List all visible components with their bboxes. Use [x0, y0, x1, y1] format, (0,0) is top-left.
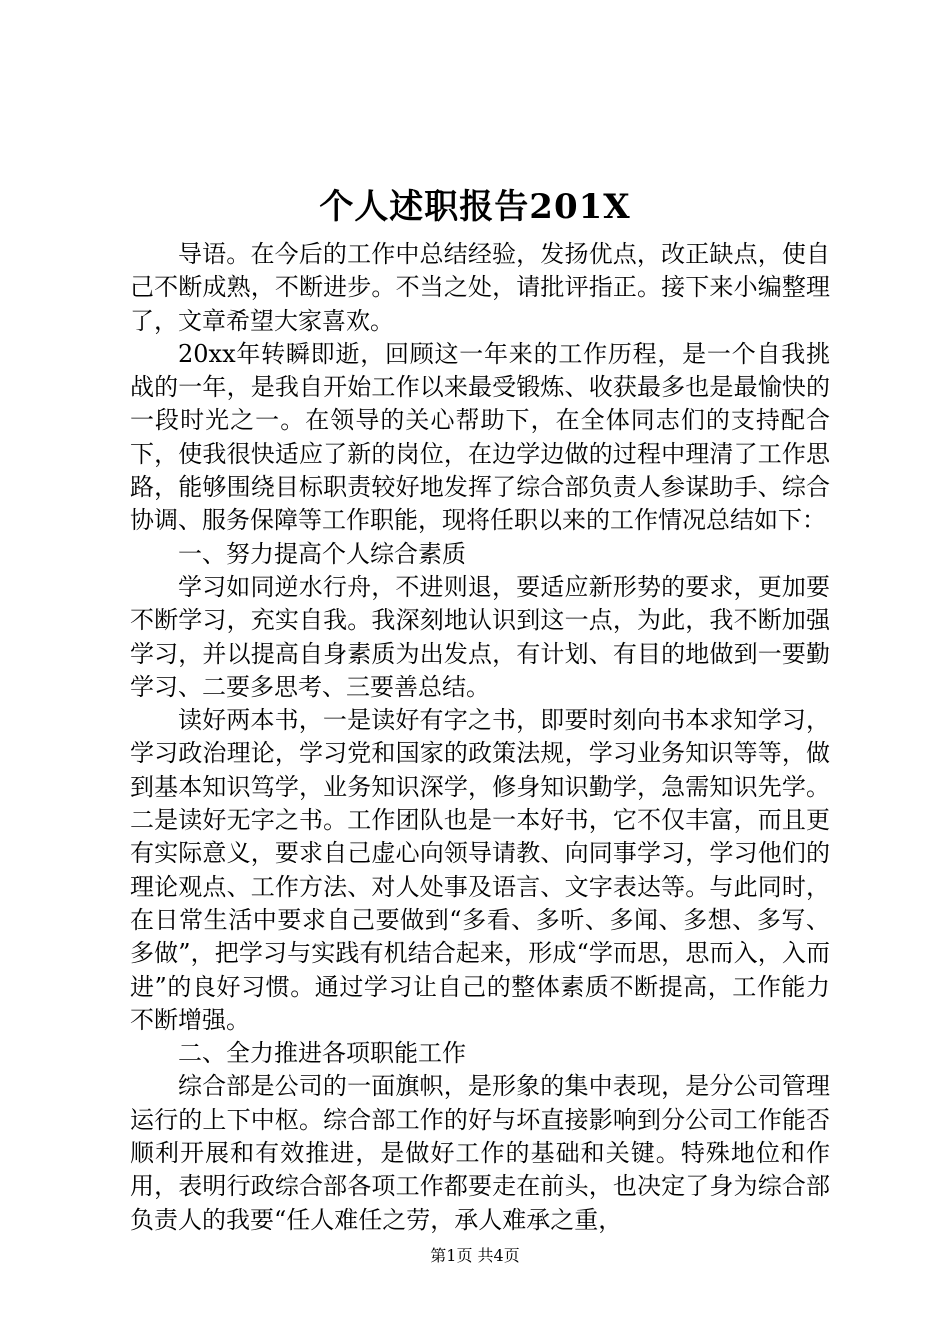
paragraph: 综合部是公司的一面旗帜，是形象的集中表现，是分公司管理运行的上下中枢。综合部工作的好与坏直接影响到分公司工作能否顺利开展和有效推进，是做好工作的基础和关键。特殊地位和作用，表明行政综合部各项工作都要走在前头，也决定了身为综合部负责人的我要“任人难任之劳，承人难承之重，: [130, 1072, 830, 1234]
document-body: [130, 238, 830, 1237]
paragraph: 20xx年转瞬即逝，回顾这一年来的工作历程，是一个自我挑战的一年，是我自开始工作以来最受锻炼、收获最多也是最愉快的一段时光之一。在领导的关心帮助下，在全体同志们的支持配合下，使我很快适应了新的岗位，在边学边做的过程中理清了工作思路，能够围绕目标职责较好地发挥了综合部负责人参谋助手、综合协调、服务保障等工作职能，现将任职以来的工作情况总结如下：: [130, 339, 830, 535]
section-heading: 一、努力提高个人综合素质: [178, 539, 466, 568]
paragraph: 学习如同逆水行舟，不进则退，要适应新形势的要求，更加要不断学习，充实自我。我深刻地认识到这一点，为此，我不断加强学习，并以提高自身素质为出发点，有计划、有目的地做到一要勤学习、二要多思考、三要善总结。: [130, 572, 830, 701]
paragraph: 读好两本书，一是读好有字之书，即要时刻向书本求知学习，学习政治理论，学习党和国家的政策法规，学习业务知识等等，做到基本知识笃学，业务知识深学，修身知识勤学，急需知识先学。二是读好无字之书。工作团队也是一本好书，它不仅丰富，而且更有实际意义，要求自己虚心向领导请教、向同事学习，学习他们的理论观点、工作方法、对人处事及语言、文字表达等。与此同时，在日常生活中要求自己要做到“多看、多听、多闻、多想、多写、多做”，把学习与实践有机结合起来，形成“学而思，思而入，入而进”的良好习惯。通过学习让自己的整体素质不断提高，工作能力不断增强。: [130, 706, 830, 1034]
document-title: 个人述职报告201X: [319, 187, 631, 227]
section-heading: 二、全力推进各项职能工作: [178, 1039, 466, 1068]
paragraph-intro: 导语。在今后的工作中总结经验，发扬优点，改正缺点，使自己不断成熟，不断进步。不当之处，请批评指正。接下来小编整理了，文章希望大家喜欢。: [130, 240, 830, 335]
page-footer: 第1页 共4页: [430, 1246, 520, 1265]
